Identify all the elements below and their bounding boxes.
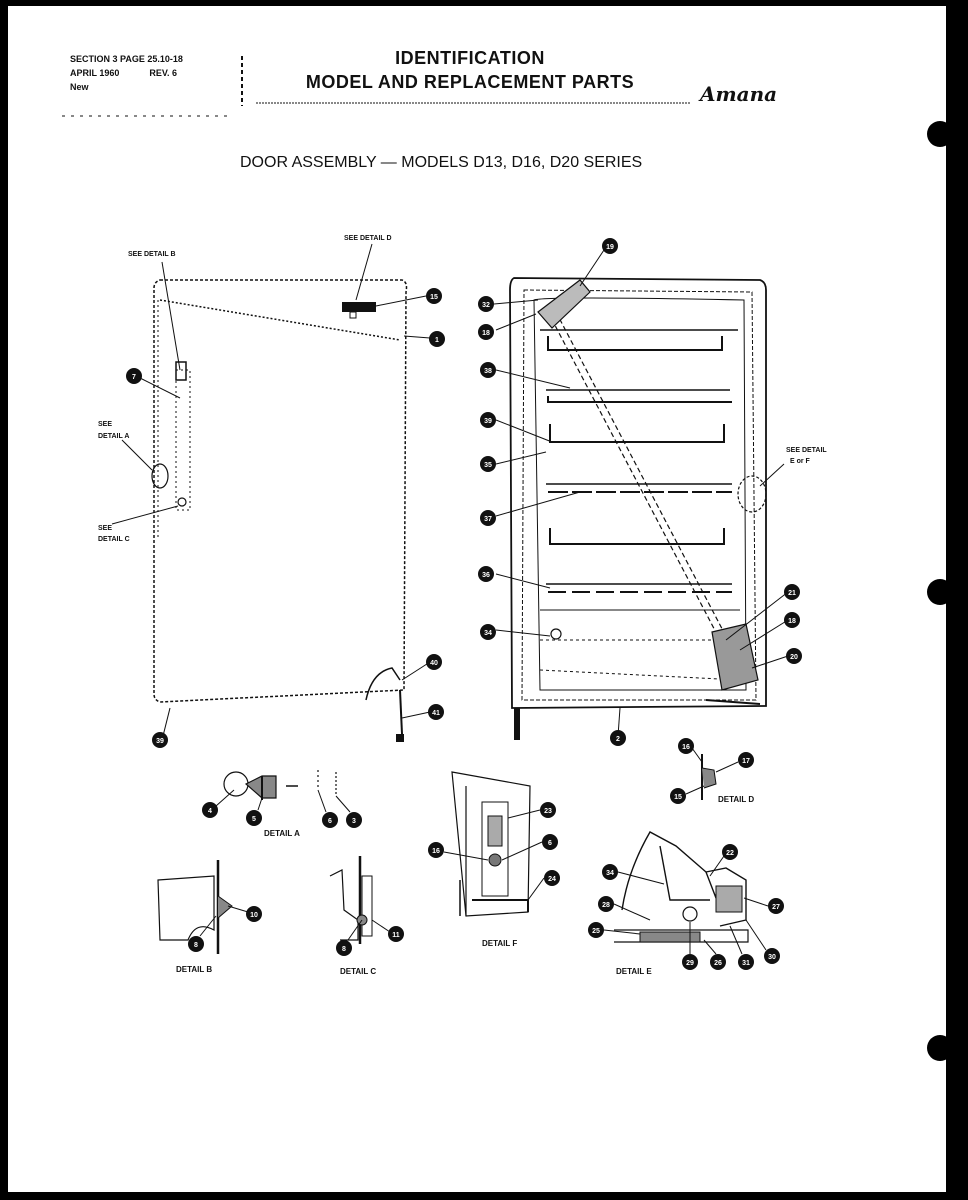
part-number: 29 (686, 960, 694, 967)
see-detail-ef-callout-2: E or F (790, 458, 810, 465)
brand-logo: Amana (700, 82, 778, 106)
see-detail-a-callout-1: SEE (98, 421, 113, 428)
part-number: 40 (430, 660, 438, 667)
part-number: 8 (342, 946, 346, 953)
part-number: 41 (432, 710, 440, 717)
part-number: 8 (194, 942, 198, 949)
part-number: 18 (788, 618, 796, 625)
part-number: 36 (482, 572, 490, 579)
detail-d-label: DETAIL D (718, 795, 755, 804)
part-number: 3 (352, 818, 356, 825)
part-number: 15 (674, 794, 682, 801)
part-number: 11 (392, 932, 400, 939)
diagram-subtitle: DOOR ASSEMBLY — MODELS D13, D16, D20 SERIES (240, 154, 643, 171)
part-number: 30 (768, 954, 776, 961)
part-number: 2 (616, 736, 620, 743)
part-number: 1 (435, 337, 439, 344)
revision-label: REV. 6 (149, 68, 178, 78)
part-number: 26 (714, 960, 722, 967)
part-number: 34 (606, 870, 614, 877)
part-number: 7 (132, 374, 136, 381)
part-number: 22 (726, 850, 734, 857)
binder-hole-bottom (927, 1035, 953, 1061)
part-number: 19 (606, 244, 614, 251)
part-number: 10 (250, 912, 258, 919)
detail-c-hinge (330, 856, 372, 944)
part-number: 21 (788, 590, 796, 597)
detail-a-label: DETAIL A (264, 829, 300, 838)
status-label: New (70, 82, 89, 92)
part-number: 16 (432, 848, 440, 855)
see-detail-ef-callout-1: SEE DETAIL (786, 447, 827, 454)
part-number: 20 (790, 654, 798, 661)
detail-f-assembly (452, 772, 530, 916)
part-number: 39 (484, 418, 492, 425)
part-number: 23 (544, 808, 552, 815)
binder-hole-middle (927, 579, 953, 605)
part-number: 31 (742, 960, 750, 967)
part-number: 15 (430, 294, 438, 301)
part-number: 27 (772, 904, 780, 911)
part-number: 4 (208, 808, 212, 815)
section-line: SECTION 3 PAGE 25.10-18 (70, 54, 183, 64)
detail-f-label: DETAIL F (482, 939, 518, 948)
detail-e-label: DETAIL E (616, 967, 652, 976)
part-number: 38 (484, 368, 492, 375)
part-number: 18 (482, 330, 490, 337)
part-number: 16 (682, 744, 690, 751)
title-line-1: IDENTIFICATION (395, 48, 545, 68)
part-number: 39 (156, 738, 164, 745)
part-number: 6 (548, 840, 552, 847)
binder-hole-top (927, 121, 953, 147)
detail-c-label: DETAIL C (340, 967, 377, 976)
see-detail-d-callout: SEE DETAIL D (344, 235, 392, 242)
title-line-2: MODEL AND REPLACEMENT PARTS (305, 72, 635, 92)
detail-b-label: DETAIL B (176, 965, 213, 974)
part-number: 37 (484, 516, 492, 523)
part-number: 17 (742, 758, 750, 765)
part-number: 25 (592, 928, 600, 935)
door-inner-liner (510, 278, 766, 740)
part-number: 35 (484, 462, 492, 469)
part-number: 24 (548, 876, 556, 883)
part-number: 6 (328, 818, 332, 825)
door-outer-panel (152, 280, 407, 742)
see-detail-b-callout: SEE DETAIL B (128, 251, 176, 258)
see-detail-c-callout-1: SEE (98, 525, 113, 532)
part-number: 5 (252, 816, 256, 823)
part-number: 34 (484, 630, 492, 637)
see-detail-c-callout-2: DETAIL C (98, 536, 130, 543)
detail-a-lock (224, 770, 336, 800)
part-number: 32 (482, 302, 490, 309)
detail-d-bracket (702, 754, 716, 800)
see-detail-a-callout-2: DETAIL A (98, 433, 130, 440)
part-number: 28 (602, 902, 610, 909)
date-label: APRIL 1960 (70, 68, 120, 78)
